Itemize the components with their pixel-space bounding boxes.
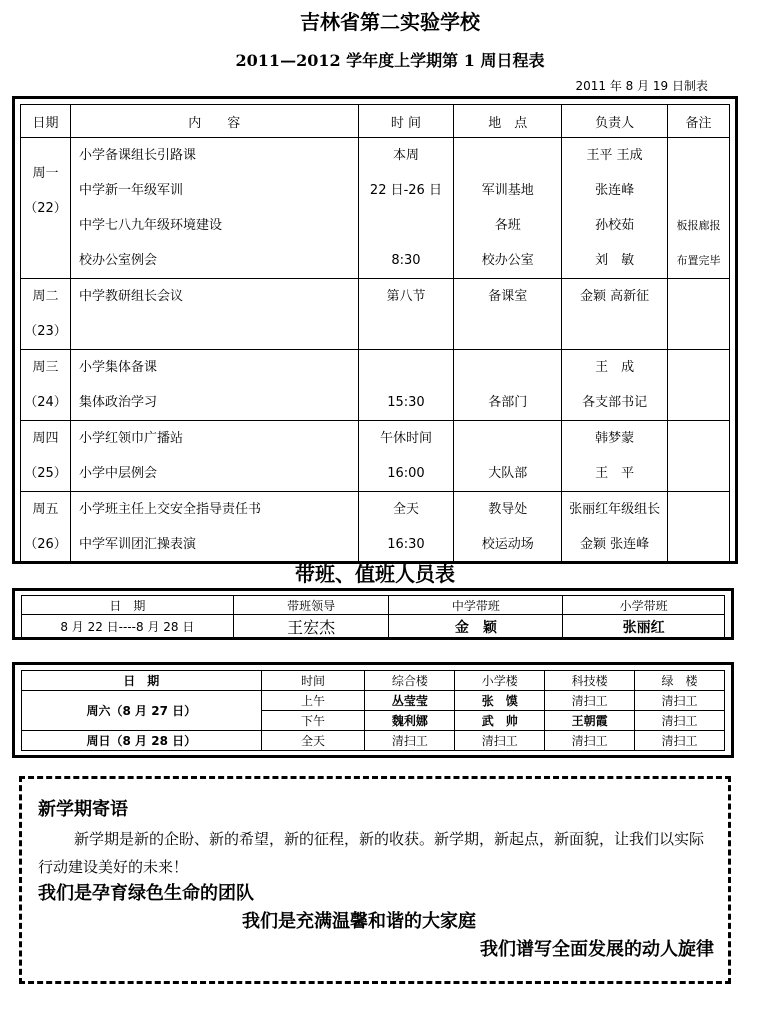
content-cell: 中学教研组长会议 <box>70 279 358 350</box>
header-place: 地 点 <box>454 105 562 138</box>
header-date: 日期 <box>21 105 71 138</box>
cell: 王朝霞 <box>545 711 635 731</box>
weekend-header: 科技楼 <box>545 671 635 691</box>
made-date: 2011 年 8 月 19 日制表 <box>575 79 708 93</box>
time-cell: 午休时间 16:00 <box>358 421 454 492</box>
place-cell: 教导处 校运动场 <box>454 492 562 563</box>
duty-header: 日 期 <box>22 596 234 615</box>
person-cell: 韩梦蒙 王 平 <box>562 421 668 492</box>
table-row <box>21 421 730 492</box>
message-box <box>19 776 731 984</box>
duty-leader: 王宏杰 <box>233 615 389 639</box>
person-cell: 金颖 高新征 <box>562 279 668 350</box>
duty-date: 8 月 22 日----8 月 28 日 <box>22 615 234 639</box>
sunday-label: 周日（8 月 28 日） <box>22 731 262 751</box>
school-title: 吉林省第二实验学校 <box>300 10 480 34</box>
table-row <box>21 492 730 563</box>
note-cell <box>668 279 730 350</box>
schedule-table <box>20 104 730 563</box>
weekend-header: 日 期 <box>22 671 262 691</box>
weekend-header: 时间 <box>261 671 365 691</box>
cell: 丛莹莹 <box>365 691 455 711</box>
weekend-header: 综合楼 <box>365 671 455 691</box>
schedule-header-row <box>21 105 730 138</box>
content-cell: 小学集体备课 集体政治学习 <box>70 350 358 421</box>
content-cell: 小学红领巾广播站 小学中层例会 <box>70 421 358 492</box>
saturday-label: 周六（8 月 27 日） <box>22 691 262 731</box>
slogan-3: 我们谱写全面发展的动人旋律 <box>480 939 714 960</box>
weekend-header: 小学楼 <box>455 671 545 691</box>
slogan-1: 我们是孕育绿色生命的团队 <box>38 883 254 904</box>
table-row <box>22 731 725 751</box>
cell: 张 馍 <box>455 691 545 711</box>
day-cell: 周二 （23） <box>21 279 71 350</box>
day-cell: 周三 （24） <box>21 350 71 421</box>
day-cell: 周一 （22） <box>21 138 71 279</box>
place-cell: 大队部 <box>454 421 562 492</box>
cell: 武 帅 <box>455 711 545 731</box>
table-row <box>21 350 730 421</box>
place-cell: 各部门 <box>454 350 562 421</box>
place-cell: 备课室 <box>454 279 562 350</box>
cell: 清扫工 <box>545 731 635 751</box>
header-content: 内 容 <box>70 105 358 138</box>
time-cell: 15:30 <box>358 350 454 421</box>
table-row <box>22 615 725 639</box>
header-person: 负责人 <box>562 105 668 138</box>
cell: 清扫工 <box>635 731 725 751</box>
slogan-2: 我们是充满温馨和谐的大家庭 <box>242 911 476 932</box>
person-cell: 王平 王成 张连峰 孙校茹 刘 敏 <box>562 138 668 279</box>
time-cell: 本周 22 日-26 日 8:30 <box>358 138 454 279</box>
content-cell: 小学备课组长引路课 中学新一年级军训 中学七八九年级环境建设 校办公室例会 <box>70 138 358 279</box>
duty-header: 带班领导 <box>233 596 389 615</box>
duty-title: 带班、值班人员表 <box>295 562 455 586</box>
cell: 清扫工 <box>365 731 455 751</box>
day-cell: 周四 （25） <box>21 421 71 492</box>
duty-table <box>21 595 725 639</box>
cell: 清扫工 <box>635 691 725 711</box>
weekend-header: 绿 楼 <box>635 671 725 691</box>
person-cell: 王 成 各支部书记 <box>562 350 668 421</box>
table-row <box>22 691 725 711</box>
cell: 魏利娜 <box>365 711 455 731</box>
note-cell <box>668 421 730 492</box>
duty-header: 中学带班 <box>389 596 563 615</box>
duty-header: 小学带班 <box>563 596 725 615</box>
header-note: 备注 <box>668 105 730 138</box>
duty-header-row <box>22 596 725 615</box>
person-cell: 张丽红年级组长 金颖 张连峰 <box>562 492 668 563</box>
time-cell: 全天 16:30 <box>358 492 454 563</box>
cell: 下午 <box>261 711 365 731</box>
message-body: 新学期是新的企盼、新的希望，新的征程，新的收获。新学期，新起点，新面貌，让我们以实际行动建设美好的未来！ <box>38 830 705 876</box>
duty-primary: 张丽红 <box>563 615 725 639</box>
schedule-subtitle: 2011—2012 学年度上学期第 1 周日程表 <box>235 51 545 70</box>
note-cell <box>668 492 730 563</box>
note-cell: 板报廊报 布置完毕 <box>668 138 730 279</box>
table-row <box>21 138 730 279</box>
weekend-header-row <box>22 671 725 691</box>
day-cell: 周五 （26） <box>21 492 71 563</box>
weekend-table <box>21 670 725 751</box>
cell: 全天 <box>261 731 365 751</box>
cell: 清扫工 <box>635 711 725 731</box>
cell: 清扫工 <box>545 691 635 711</box>
cell: 上午 <box>261 691 365 711</box>
place-cell: 军训基地 各班 校办公室 <box>454 138 562 279</box>
cell: 清扫工 <box>455 731 545 751</box>
table-row <box>21 279 730 350</box>
duty-middle: 金 颖 <box>389 615 563 639</box>
time-cell: 第八节 <box>358 279 454 350</box>
message-title: 新学期寄语 <box>38 799 128 820</box>
header-time: 时 间 <box>358 105 454 138</box>
content-cell: 小学班主任上交安全指导责任书 中学军训团汇操表演 <box>70 492 358 563</box>
note-cell <box>668 350 730 421</box>
